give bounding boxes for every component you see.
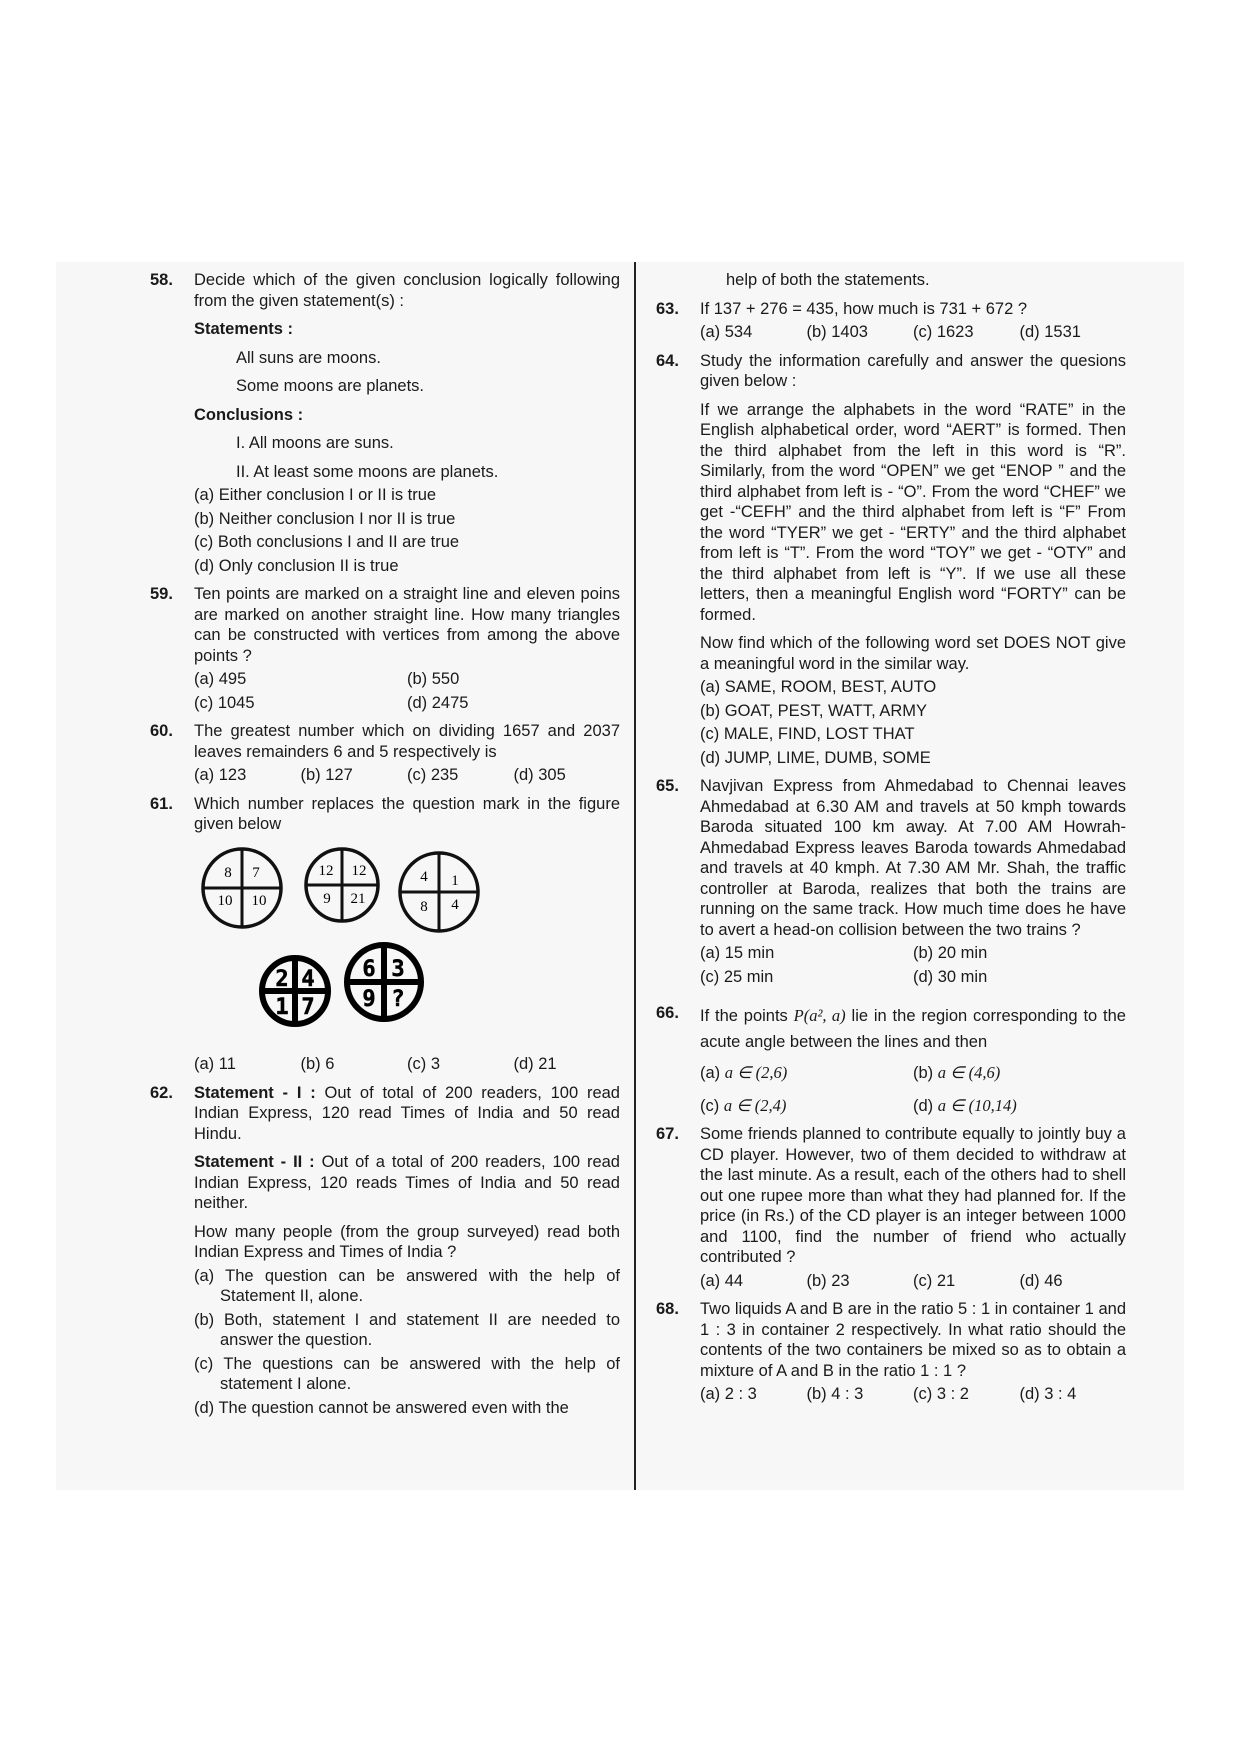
question-text: Some friends planned to contribute equally to jointly buy a CD player. However, two of them decided to withdraw at the last minute. As a result, each of the others had to shell out one rupee more than what they had planned for. If the price (in Rs.) of the CD player is an integer between 1000 and 1100, find the number of friend who actually contributed ? <box>700 1125 1126 1266</box>
option-c: (c) 21 <box>913 1271 956 1290</box>
question-number: 65. <box>656 777 679 795</box>
option-d: (d) 21 <box>513 1055 557 1073</box>
option-a: (a) 2 : 3 <box>700 1385 757 1403</box>
circle-5 <box>347 945 421 1019</box>
statement-2-block <box>194 1152 620 1214</box>
option-d: (d) 46 <box>1019 1271 1063 1290</box>
option-b: (b) 127 <box>300 766 353 784</box>
right-column <box>656 270 1126 1413</box>
question-62 <box>150 1083 620 1419</box>
question-text: Decide which of the given conclusion logically following from the given statement(s) : <box>194 271 620 310</box>
option-a <box>700 1063 913 1084</box>
option-b-math: a ∈ (4,6) <box>937 1063 1001 1082</box>
question-text: Which number replaces the question mark in the figure given below <box>194 794 620 833</box>
option-d <box>913 1096 1126 1117</box>
circle-puzzle-svg <box>194 843 524 1043</box>
circle-3-bottom-left: 8 <box>420 898 428 915</box>
question-63 <box>656 299 1126 343</box>
option-c-label: (c) <box>700 1096 720 1115</box>
circle-4-bottom-left: 1 <box>275 994 289 1020</box>
question-text: Ten points are marked on a straight line and eleven poins are marked on another straight line. How many triangles can be constructed with vertices from among the above points ? <box>194 585 620 665</box>
circle-3-top-right: 1 <box>451 872 459 889</box>
option-b: (b) GOAT, PEST, WATT, ARMY <box>700 701 928 720</box>
circle-1 <box>203 849 281 927</box>
circle-4-top-right: 4 <box>301 966 315 992</box>
option-c: (c) The questions can be answered with the help of statement I alone. <box>194 1354 620 1393</box>
info-paragraph: If we arrange the alphabets in the word “RATE” in the English alphabetical order, word “AERT” is formed. Then the third alphabet from the left in this word is “R”. Similarly, from the word “OPEN” we get “ENOP ” and the third alphabet from left is - “O”. From the word “CHEF” we get -“CEFH” and the third alphabet from left is “F” From the word “TYER” we get - “ERTY” and the third alphabet from left is “T”. From the word “TOY” we get - “OTY” and the third alphabet from left is “Y”. If we use all these letters, then a meaningful English word “FORTY” can be formed. <box>700 400 1126 624</box>
option-a: (a) 15 min <box>700 944 775 962</box>
circle-5-bottom-left: 9 <box>362 986 376 1012</box>
question-66 <box>656 1003 1126 1116</box>
option-a: (a) 123 <box>194 766 247 784</box>
question-58 <box>150 270 620 576</box>
column-divider <box>634 262 636 1490</box>
option-a: (a) Either conclusion I or II is true <box>194 486 437 504</box>
option-d: (d) 3 : 4 <box>1019 1385 1077 1403</box>
option-d: (d) 305 <box>513 766 566 784</box>
option-b <box>913 1063 1126 1084</box>
option-c: (c) 3 <box>407 1055 440 1073</box>
option-d-math: a ∈ (10,14) <box>937 1095 1017 1115</box>
question-62-continued <box>656 270 1126 291</box>
question-text: Navjivan Express from Ahmedabad to Chennai leaves Ahmedabad at 6.30 AM and travels at 50 kmph towards Baroda situated 100 km away. At 7.00 AM Howrah-Ahmedabad Express leaves Baroda towards Ahmedabad and travels at 40 kmph. At 7.30 AM Mr. Shah, the traffic controller at Baroda, realizes that both the trains are running on the same track. How much time does he have to avert a head-on collision between the two trains ? <box>700 777 1126 939</box>
option-b: (b) 4 : 3 <box>806 1385 864 1403</box>
option-d: (d) 2475 <box>407 693 469 712</box>
question-text: Study the information carefully and answer the quesions given below : <box>700 351 1126 390</box>
question-number: 63. <box>656 299 679 318</box>
circle-4-bottom-right: 7 <box>301 994 315 1020</box>
question-number: 59. <box>150 585 173 603</box>
question-65 <box>656 776 1126 987</box>
option-b: (b) Neither conclusion I nor II is true <box>194 509 456 528</box>
circle-4 <box>262 958 328 1024</box>
question-text: How many people (from the group surveyed) read both Indian Express and Times of India ? <box>194 1222 620 1261</box>
option-a: (a) 495 <box>194 670 247 688</box>
question-number: 68. <box>656 1300 679 1318</box>
statement-1-text: Out of total of 200 readers, 100 read Indian Express, 120 read Times of India and 50 read Hindu. <box>194 1083 620 1143</box>
option-d: (d) 30 min <box>913 967 988 986</box>
circle-puzzle-figure <box>194 843 620 1049</box>
option-b: (b) 1403 <box>806 323 868 341</box>
option-c <box>700 1096 913 1117</box>
circle-1-top-right: 7 <box>252 864 260 881</box>
option-b: (b) 23 <box>806 1271 850 1290</box>
question-number: 58. <box>150 271 173 289</box>
option-a-math: a ∈ (2,6) <box>724 1063 788 1082</box>
question-number: 66. <box>656 1004 679 1022</box>
circle-3-top-left: 4 <box>420 868 428 885</box>
statement-1: All suns are moons. <box>236 348 381 367</box>
option-d-continued: help of both the statements. <box>726 271 930 289</box>
option-d: (d) JUMP, LIME, DUMB, SOME <box>700 748 931 767</box>
option-b: (b) 550 <box>407 670 460 688</box>
circle-4-top-left: 2 <box>275 966 289 992</box>
question-number: 64. <box>656 351 679 370</box>
statement-2-text: Out of a total of 200 readers, 100 read Indian Express, 120 reads Times of India and 50 read neither. <box>194 1153 620 1212</box>
option-a: (a) 44 <box>700 1271 744 1290</box>
option-a: (a) 534 <box>700 323 753 341</box>
point-expression: P(a², a) <box>793 1006 846 1025</box>
option-d-label: (d) <box>913 1096 934 1115</box>
option-d: (d) 1531 <box>1019 323 1081 341</box>
circle-3 <box>400 853 478 931</box>
circle-5-top-right: 3 <box>391 956 405 982</box>
circle-2-bottom-left: 9 <box>323 890 331 907</box>
question-59 <box>150 584 620 713</box>
question-text: If 137 + 276 = 435, how much is 731 + 672 ? <box>700 299 1028 318</box>
option-b: (b) 6 <box>300 1055 335 1073</box>
circle-1-top-left: 8 <box>224 864 232 881</box>
option-a: (a) The question can be answered with the help of Statement II, alone. <box>194 1266 620 1305</box>
option-c: (c) Both conclusions I and II are true <box>194 533 460 551</box>
question-text-before: If the points <box>700 1007 788 1025</box>
circle-2 <box>306 849 378 921</box>
question-number: 62. <box>150 1083 173 1102</box>
option-c: (c) 235 <box>407 766 459 784</box>
question-text: The greatest number which on dividing 1657 and 2037 leaves remainders 6 and 5 respectively is <box>194 722 620 761</box>
circle-1-bottom-right: 10 <box>251 892 267 909</box>
circle-2-bottom-right: 21 <box>350 890 366 907</box>
circle-1-bottom-left: 10 <box>217 892 233 909</box>
option-c: (c) 1623 <box>913 323 974 341</box>
question-number: 60. <box>150 722 173 740</box>
conclusions-heading: Conclusions : <box>194 405 304 424</box>
question-text-block <box>700 1003 1126 1055</box>
conclusion-2: II. At least some moons are planets. <box>236 462 499 481</box>
statements-heading: Statements : <box>194 320 294 338</box>
statement-2: Some moons are planets. <box>236 377 425 395</box>
option-d: (d) Only conclusion II is true <box>194 556 399 575</box>
question-67 <box>656 1124 1126 1291</box>
option-c: (c) 3 : 2 <box>913 1385 969 1403</box>
question-61 <box>150 794 620 1075</box>
circle-2-top-right: 12 <box>351 862 367 879</box>
option-c: (c) 1045 <box>194 693 255 712</box>
question-number: 67. <box>656 1125 679 1143</box>
conclusion-1: I. All moons are suns. <box>236 434 394 452</box>
question-text: Two liquids A and B are in the ratio 5 : 1 in container 1 and 1 : 3 in container 2 respectively. In what ratio should the contents of the two containers be mixed so as to obtain a mixture of A and B in the ratio 1 : 1 ? <box>700 1300 1126 1380</box>
question-60 <box>150 721 620 786</box>
option-b-label: (b) <box>913 1064 934 1082</box>
option-c-math: a ∈ (2,4) <box>723 1095 787 1115</box>
question-text-after: lie in the region corresponding to the acute angle between the lines and then <box>700 1007 1126 1051</box>
option-b: (b) 20 min <box>913 944 988 962</box>
statement-1-label: Statement - I : <box>194 1083 316 1102</box>
circle-5-top-left: 6 <box>362 956 376 982</box>
question-68 <box>656 1299 1126 1405</box>
question-64 <box>656 351 1126 769</box>
option-c: (c) MALE, FIND, LOST THAT <box>700 725 915 743</box>
left-column <box>150 270 620 1426</box>
option-d: (d) The question cannot be answered even with the <box>194 1398 569 1417</box>
statement-2-label: Statement - II : <box>194 1153 315 1171</box>
circle-3-bottom-right: 4 <box>451 896 459 913</box>
option-a: (a) SAME, ROOM, BEST, AUTO <box>700 678 937 696</box>
option-a-label: (a) <box>700 1064 721 1082</box>
statement-1-block <box>194 1083 620 1145</box>
option-c: (c) 25 min <box>700 967 774 986</box>
circle-5-bottom-right: ? <box>391 986 405 1012</box>
question-number: 61. <box>150 794 173 813</box>
option-b: (b) Both, statement I and statement II are needed to answer the question. <box>194 1310 620 1349</box>
circle-2-top-left: 12 <box>318 862 334 879</box>
option-a: (a) 11 <box>194 1055 236 1073</box>
instruction-paragraph: Now find which of the following word set DOES NOT give a meaningful word in the similar way. <box>700 634 1126 673</box>
